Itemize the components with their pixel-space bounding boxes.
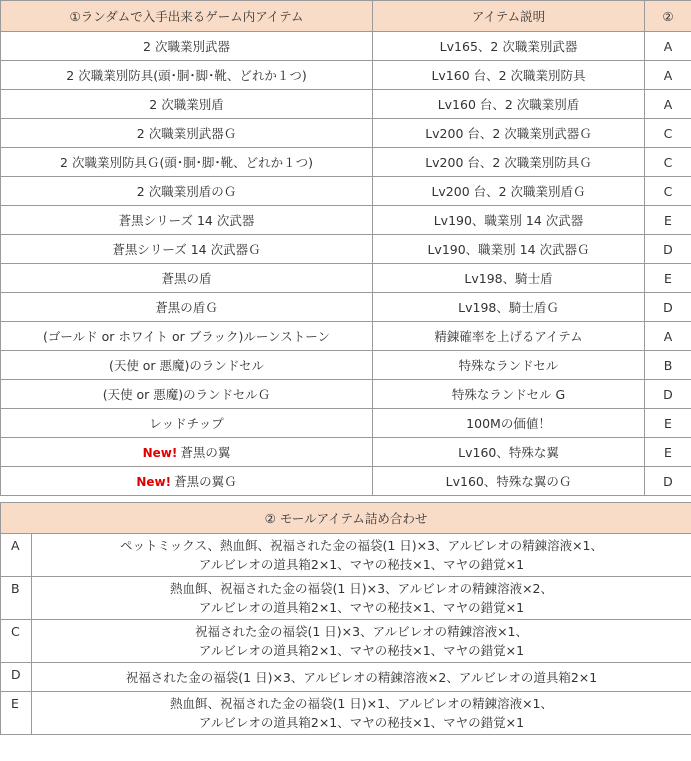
table-row bbox=[1, 32, 691, 61]
table-row bbox=[1, 663, 691, 692]
item-name-cell bbox=[1, 322, 373, 351]
item-name-cell bbox=[1, 438, 373, 467]
mall-contents-line: 祝福された金の福袋(1 日)×3、アルビレオの精錬溶液×1、 bbox=[194, 624, 529, 639]
item-name: (天使 or 悪魔)のランドセルＧ bbox=[102, 387, 271, 402]
mall-contents-cell bbox=[32, 663, 691, 692]
mall-contents-line: ペットミックス、熱血餌、祝福された金の福袋(1 日)×3、アルビレオの精錬溶液×1、 bbox=[119, 538, 604, 553]
mall-contents-line: 熱血餌、祝福された金の福袋(1 日)×1、アルビレオの精錬溶液×1、 bbox=[169, 696, 554, 711]
mall-code-cell: B bbox=[1, 577, 32, 620]
table-row bbox=[1, 206, 691, 235]
item-code-cell: E bbox=[645, 409, 691, 438]
table-row bbox=[1, 61, 691, 90]
item-name: (ゴールド or ホワイト or ブラック)ルーンストーン bbox=[43, 329, 330, 344]
item-description-cell: Lv198、騎士盾 bbox=[373, 264, 645, 293]
table-row bbox=[1, 577, 691, 620]
table-row bbox=[1, 409, 691, 438]
table-row bbox=[1, 293, 691, 322]
table-row bbox=[1, 692, 691, 735]
new-badge: New! bbox=[136, 475, 172, 489]
item-code-cell: E bbox=[645, 264, 691, 293]
mall-contents-line: アルビレオの道具箱2×1、マヤの秘技×1、マヤの錯覚×1 bbox=[198, 557, 525, 572]
table-row bbox=[1, 351, 691, 380]
item-description-cell: Lv200 台、2 次職業別武器Ｇ bbox=[373, 119, 645, 148]
item-name-cell bbox=[1, 206, 373, 235]
item-code-cell: D bbox=[645, 293, 691, 322]
item-name-cell bbox=[1, 409, 373, 438]
item-name-cell bbox=[1, 235, 373, 264]
item-code-cell: A bbox=[645, 61, 691, 90]
table-row bbox=[1, 534, 691, 577]
item-description-cell: 特殊なランドセル G bbox=[373, 380, 645, 409]
mall-items-table bbox=[0, 502, 691, 735]
item-description-cell: Lv165、2 次職業別武器 bbox=[373, 32, 645, 61]
table-row bbox=[1, 438, 691, 467]
table-row bbox=[1, 264, 691, 293]
table-row bbox=[1, 235, 691, 264]
item-code-cell: A bbox=[645, 322, 691, 351]
table-row bbox=[1, 380, 691, 409]
header-code: ② bbox=[645, 1, 691, 32]
item-code-cell: E bbox=[645, 206, 691, 235]
item-code-cell: D bbox=[645, 467, 691, 496]
item-description-cell: Lv190、職業別 14 次武器Ｇ bbox=[373, 235, 645, 264]
table-row bbox=[1, 467, 691, 496]
item-description-cell: 100Mの価値！ bbox=[373, 409, 645, 438]
item-name: (天使 or 悪魔)のランドセル bbox=[108, 358, 265, 373]
table-row bbox=[1, 620, 691, 663]
item-description-cell: 精錬確率を上げるアイテム bbox=[373, 322, 645, 351]
item-name: 蒼黒の翼 bbox=[180, 445, 231, 460]
item-name-cell bbox=[1, 32, 373, 61]
item-name: 蒼黒の盾Ｇ bbox=[155, 300, 218, 315]
item-name-cell bbox=[1, 148, 373, 177]
item-name-cell bbox=[1, 119, 373, 148]
table-row bbox=[1, 119, 691, 148]
table-row bbox=[1, 322, 691, 351]
mall-code-cell: E bbox=[1, 692, 32, 735]
item-name: 2 次職業別武器Ｇ bbox=[136, 126, 237, 141]
items-header-row bbox=[1, 1, 691, 32]
mall-contents-line: アルビレオの道具箱2×1、マヤの秘技×1、マヤの錯覚×1 bbox=[198, 600, 525, 615]
item-code-cell: C bbox=[645, 148, 691, 177]
mall-contents-line: 熱血餌、祝福された金の福袋(1 日)×3、アルビレオの精錬溶液×2、 bbox=[169, 581, 554, 596]
item-name: レッドチップ bbox=[149, 416, 224, 431]
item-name-cell bbox=[1, 380, 373, 409]
item-description-cell: Lv160、特殊な翼のＧ bbox=[373, 467, 645, 496]
item-name: 蒼黒の翼Ｇ bbox=[174, 474, 237, 489]
item-code-cell: A bbox=[645, 90, 691, 119]
table-row bbox=[1, 90, 691, 119]
table-row bbox=[1, 148, 691, 177]
item-name: 蒼黒の盾 bbox=[161, 271, 212, 286]
item-description-cell: Lv190、職業別 14 次武器 bbox=[373, 206, 645, 235]
table-row bbox=[1, 177, 691, 206]
item-name-cell bbox=[1, 467, 373, 496]
item-name: 2 次職業別防具Ｇ(頭･胴･脚･靴、どれか１つ) bbox=[60, 155, 313, 170]
item-code-cell: D bbox=[645, 380, 691, 409]
mall-contents-cell bbox=[32, 577, 691, 620]
mall-header: ② モールアイテム詰め合わせ bbox=[1, 503, 691, 534]
mall-contents-line: アルビレオの道具箱2×1、マヤの秘技×1、マヤの錯覚×1 bbox=[198, 715, 525, 730]
mall-contents-cell bbox=[32, 534, 691, 577]
item-name-cell bbox=[1, 351, 373, 380]
item-name: 蒼黒シリーズ 14 次武器Ｇ bbox=[112, 242, 261, 257]
item-name-cell bbox=[1, 177, 373, 206]
item-name-cell bbox=[1, 90, 373, 119]
item-code-cell: E bbox=[645, 438, 691, 467]
item-name-cell bbox=[1, 293, 373, 322]
item-name: 蒼黒シリーズ 14 次武器 bbox=[118, 213, 255, 228]
item-description-cell: Lv198、騎士盾Ｇ bbox=[373, 293, 645, 322]
mall-contents-cell bbox=[32, 692, 691, 735]
mall-code-cell: D bbox=[1, 663, 32, 692]
item-description-cell: Lv160、特殊な翼 bbox=[373, 438, 645, 467]
mall-code-cell: C bbox=[1, 620, 32, 663]
item-name: 2 次職業別盾のＧ bbox=[136, 184, 237, 199]
item-name-cell bbox=[1, 61, 373, 90]
item-code-cell: A bbox=[645, 32, 691, 61]
header-item: ①ランダムで入手出来るゲーム内アイテム bbox=[1, 1, 373, 32]
item-name: 2 次職業別防具(頭･胴･脚･靴、どれか１つ) bbox=[66, 68, 307, 83]
mall-header-row bbox=[1, 503, 691, 534]
item-description-cell: Lv160 台、2 次職業別盾 bbox=[373, 90, 645, 119]
item-description-cell: Lv200 台、2 次職業別盾Ｇ bbox=[373, 177, 645, 206]
item-code-cell: D bbox=[645, 235, 691, 264]
item-name: 2 次職業別武器 bbox=[143, 39, 230, 54]
item-description-cell: Lv200 台、2 次職業別防具Ｇ bbox=[373, 148, 645, 177]
item-code-cell: C bbox=[645, 177, 691, 206]
mall-code-cell: A bbox=[1, 534, 32, 577]
item-code-cell: B bbox=[645, 351, 691, 380]
header-description: アイテム説明 bbox=[373, 1, 645, 32]
mall-contents-cell bbox=[32, 620, 691, 663]
mall-contents-line: アルビレオの道具箱2×1、マヤの秘技×1、マヤの錯覚×1 bbox=[198, 643, 525, 658]
item-description-cell: 特殊なランドセル bbox=[373, 351, 645, 380]
item-name-cell bbox=[1, 264, 373, 293]
new-badge: New! bbox=[142, 446, 178, 460]
item-name: 2 次職業別盾 bbox=[149, 97, 224, 112]
item-code-cell: C bbox=[645, 119, 691, 148]
item-description-cell: Lv160 台、2 次職業別防具 bbox=[373, 61, 645, 90]
mall-contents-line: 祝福された金の福袋(1 日)×3、アルビレオの精錬溶液×2、アルビレオの道具箱2×1 bbox=[125, 669, 598, 685]
